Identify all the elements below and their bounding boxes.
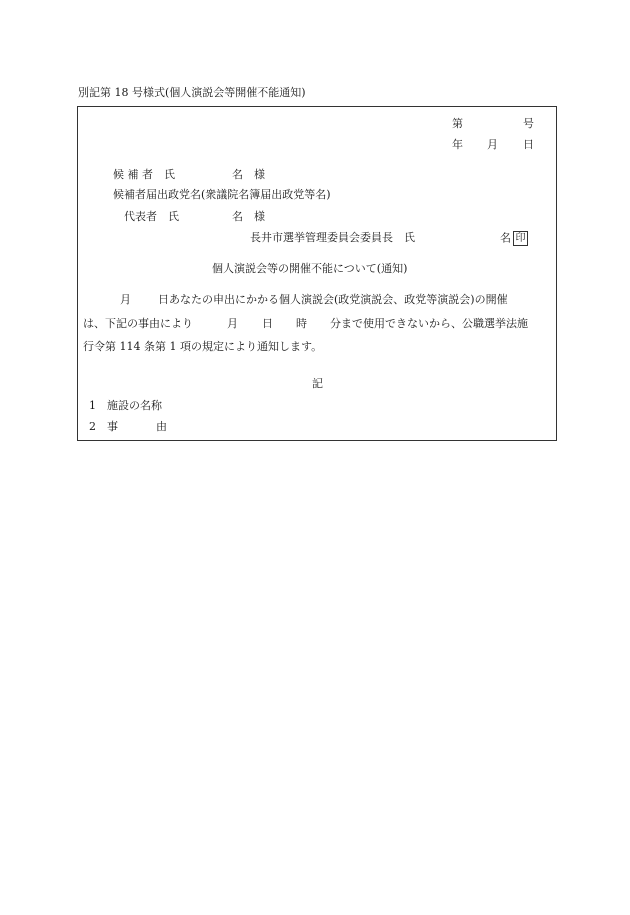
body-until-hour: 時 [296,317,307,330]
body-line-3: 行令第 114 条第 1 項の規定により通知します。 [83,340,323,353]
item-2-label-b: 由 [156,420,167,433]
sender-title: 長井市選挙管理委員会委員長 氏 [250,231,415,244]
representative-label: 代表者 氏 [124,210,179,223]
body-until-day: 日 [262,317,273,330]
item-1-label: 施設の名称 [107,399,162,412]
body-line-2-rest: 分まで使用できないから、公職選挙法施 [330,317,528,330]
item-1-number: 1 [89,399,96,412]
sender-name-suffix: 名 印 [500,231,528,246]
notice-subject: 個人演説会等の開催不能について(通知) [212,262,408,275]
ki-heading: 記 [312,377,323,390]
date-day: 日 [523,138,534,151]
date-year: 年 [452,138,463,151]
number-prefix: 第 [452,117,463,130]
party-name-label: 候補者届出政党名(衆議院名簿届出政党等名) [113,188,331,201]
body-line-1: 日あなたの申出にかかる個人演説会(政党演説会、政党等演説会)の開催 [158,293,508,306]
date-month: 月 [487,138,498,151]
item-2-label-a: 事 [107,420,118,433]
body-month: 月 [120,293,131,306]
body-until-month: 月 [227,317,238,330]
body-line-2-start: は、下記の事由により [83,317,193,330]
candidate-name-label: 候 補 者 氏 [113,168,175,181]
candidate-honorific: 名 様 [232,168,265,181]
form-title: 別記第 18 号様式(個人演説会等開催不能通知) [78,86,306,99]
representative-honorific: 名 様 [232,210,265,223]
notice-form [77,106,557,441]
number-suffix: 号 [523,117,534,130]
item-2-number: 2 [89,420,96,433]
seal-mark: 印 [513,231,528,246]
